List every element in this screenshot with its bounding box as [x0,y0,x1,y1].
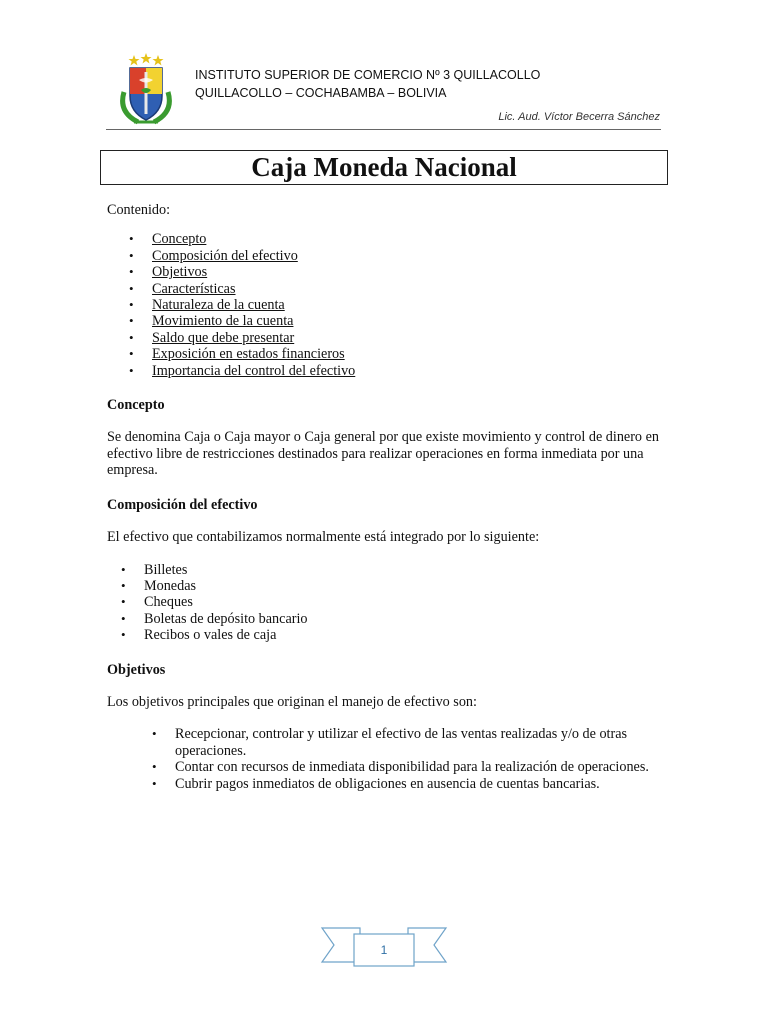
objetivos-intro: Los objetivos principales que originan el manejo de efectivo son: [107,693,477,710]
list-item-text: Contar con recursos de inmediata disponibilidad para la realización de operaciones. [175,759,649,776]
objectives-list [107,726,667,792]
section-heading-objetivos: Objetivos [107,661,166,678]
concepto-text: Se denomina Caja o Caja mayor o Caja general por que existe movimiento y control de dinero en efectivo libre de restricciones destinados para realizar operaciones en forma inmediata por una empresa. [107,429,659,479]
bullet-icon: • [129,264,134,280]
bullet-icon: • [129,247,134,263]
toc-item-saldo [107,330,667,346]
list-item [107,594,667,610]
toc-item-naturaleza [107,297,667,313]
bullet-icon: • [152,759,157,775]
toc-item-concepto [107,231,667,247]
toc-link-objetivos[interactable]: Objetivos [152,264,208,281]
composicion-intro: El efectivo que contabilizamos normalmente está integrado por lo siguiente: [107,529,540,546]
author-name: Lic. Aud. Víctor Becerra Sánchez [498,111,660,123]
bullet-icon: • [152,775,157,791]
page-header [0,0,768,140]
header-divider [106,129,661,130]
section-heading-concepto: Concepto [107,397,165,414]
institution-location: QUILLACOLLO – COCHABAMBA – BOLIVIA [195,86,447,100]
page-number-ribbon [320,922,448,972]
list-item [107,726,661,759]
list-item [107,776,661,792]
bullet-icon: • [129,297,134,313]
bullet-icon: • [121,627,126,643]
page-number: 1 [380,943,388,957]
institution-name: INSTITUTO SUPERIOR DE COMERCIO Nº 3 QUILLACOLLO [195,68,541,82]
toc-item-caracteristicas [107,281,667,297]
toc-link-exposicion[interactable]: Exposición en estados financieros [152,346,345,363]
bullet-icon: • [129,329,134,345]
composition-list [107,562,667,644]
toc-item-exposicion [107,346,667,362]
institution-crest-icon [114,52,178,128]
list-item-text: Cheques [144,594,193,611]
bullet-icon: • [129,313,134,329]
toc-link-caracteristicas[interactable]: Características [152,280,236,297]
bullet-icon: • [129,346,134,362]
toc-link-naturaleza[interactable]: Naturaleza de la cuenta [152,297,285,314]
toc-item-movimiento [107,313,667,329]
table-of-contents [107,231,667,379]
list-item [107,562,667,578]
bullet-icon: • [152,726,157,742]
bullet-icon: • [121,594,126,610]
section-heading-composicion: Composición del efectivo [107,496,258,513]
bullet-icon: • [129,280,134,296]
list-item-text: Recepcionar, controlar y utilizar el efectivo de las ventas realizadas y/o de otras operaciones. [175,726,628,759]
bullet-icon: • [129,362,134,378]
toc-item-objetivos [107,264,667,280]
list-item-text: Cubrir pagos inmediatos de obligaciones en ausencia de cuentas bancarias. [175,775,600,792]
list-item [107,759,661,775]
bullet-icon: • [121,577,126,593]
toc-link-concepto[interactable]: Concepto [152,231,207,248]
toc-link-importancia[interactable]: Importancia del control del efectivo [152,362,356,379]
list-item-text: Monedas [144,577,197,594]
toc-link-movimiento[interactable]: Movimiento de la cuenta [152,313,294,330]
list-item-text: Recibos o vales de caja [144,627,277,644]
toc-item-importancia [107,363,667,379]
toc-link-saldo[interactable]: Saldo que debe presentar [152,329,295,346]
list-item-text: Billetes [144,561,188,578]
bullet-icon: • [121,561,126,577]
list-item [107,627,667,643]
document-body [107,202,667,792]
title-box [100,150,668,185]
contents-label: Contenido: [107,202,171,218]
toc-link-composicion[interactable]: Composición del efectivo [152,247,298,264]
list-item [107,611,667,627]
list-item-text: Boletas de depósito bancario [144,610,308,627]
toc-item-composicion [107,248,667,264]
bullet-icon: • [129,231,134,247]
page-title: Caja Moneda Nacional [251,152,517,182]
list-item [107,578,667,594]
bullet-icon: • [121,610,126,626]
